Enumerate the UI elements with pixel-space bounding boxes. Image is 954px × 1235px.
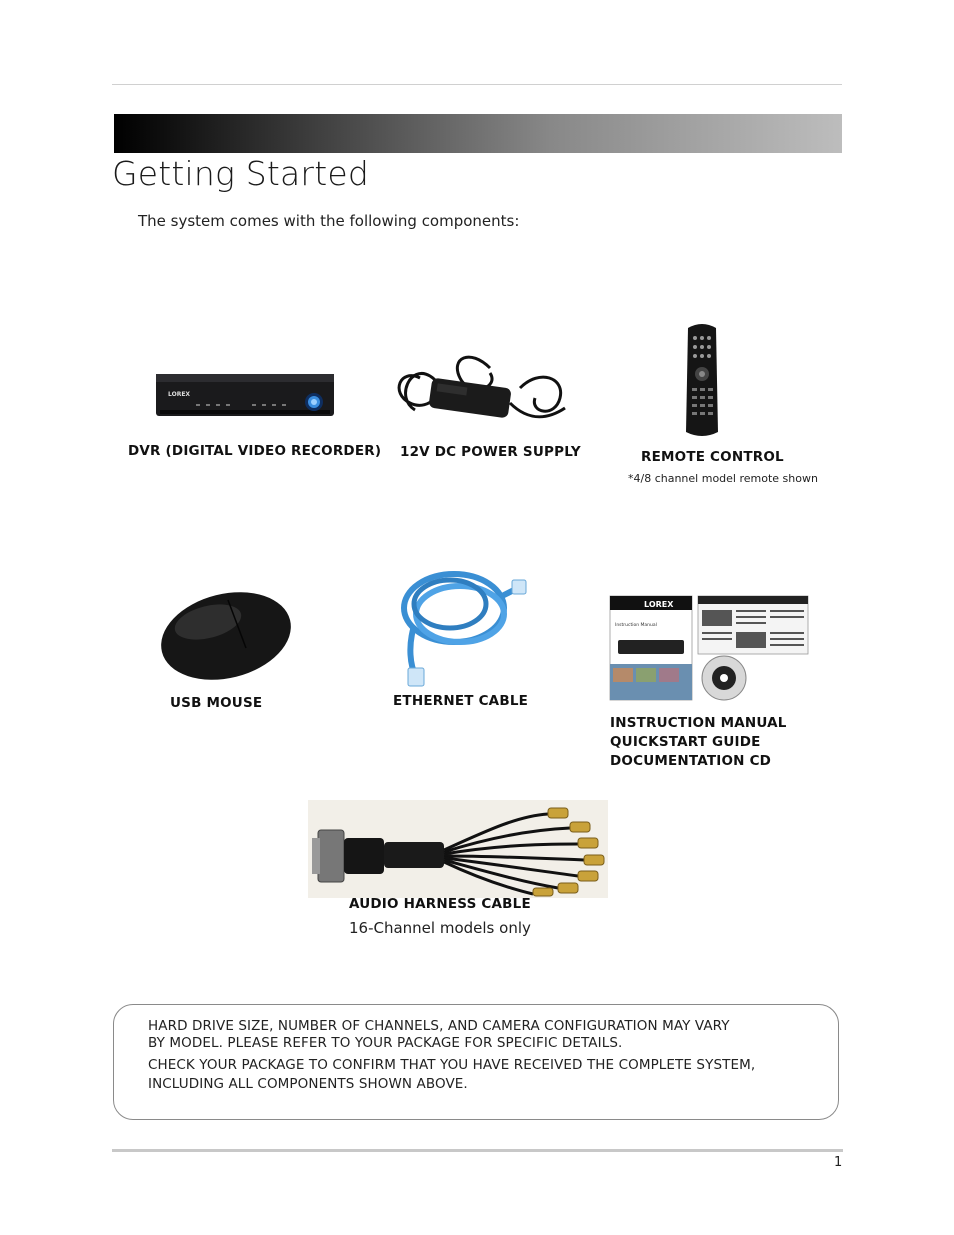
notice-line-1: HARD DRIVE SIZE, NUMBER OF CHANNELS, AND CAMERA CONFIGURATION MAY VARY: [148, 1018, 730, 1034]
notice-line-3: CHECK YOUR PACKAGE TO CONFIRM THAT YOU HAVE RECEIVED THE COMPLETE SYSTEM,: [148, 1057, 756, 1073]
remote-control-note: *4/8 channel model remote shown: [628, 472, 818, 485]
ethernet-cable-caption: ETHERNET CABLE: [393, 693, 529, 709]
power-supply-caption: 12V DC POWER SUPPLY: [400, 444, 581, 460]
svg-text:LOREX: LOREX: [168, 391, 191, 398]
documentation-image: [610, 596, 808, 702]
ethernet-cable-image: [394, 556, 528, 688]
docs-line-manual: INSTRUCTION MANUAL: [610, 715, 787, 731]
page-number: 1: [834, 1155, 843, 1170]
svg-text:LOREX: LOREX: [644, 600, 674, 609]
audio-harness-caption: AUDIO HARNESS CABLE: [349, 896, 531, 912]
bottom-rule: [112, 1149, 843, 1152]
intro-text: The system comes with the following components:: [138, 212, 520, 230]
svg-text:Instruction Manual: Instruction Manual: [615, 623, 657, 628]
documentation-caption: [610, 714, 787, 771]
audio-harness-note: 16-Channel models only: [349, 919, 531, 937]
audio-harness-image: [308, 800, 608, 898]
page-title: Getting Started: [112, 154, 369, 193]
usb-mouse-image: [158, 588, 296, 686]
power-supply-image: [390, 348, 575, 428]
top-rule: [112, 84, 842, 85]
remote-control-caption: REMOTE CONTROL: [641, 449, 784, 465]
docs-line-cd: DOCUMENTATION CD: [610, 753, 772, 769]
docs-line-quickstart: QUICKSTART GUIDE: [610, 734, 761, 750]
dvr-image: [156, 372, 336, 420]
usb-mouse-caption: USB MOUSE: [170, 695, 263, 711]
notice-line-4: INCLUDING ALL COMPONENTS SHOWN ABOVE.: [148, 1076, 468, 1092]
header-gradient-band: [114, 114, 842, 153]
notice-line-2: BY MODEL. PLEASE REFER TO YOUR PACKAGE FOR SPECIFIC DETAILS.: [148, 1035, 623, 1051]
dvr-caption: DVR (DIGITAL VIDEO RECORDER): [128, 443, 382, 459]
remote-control-image: [682, 322, 722, 440]
